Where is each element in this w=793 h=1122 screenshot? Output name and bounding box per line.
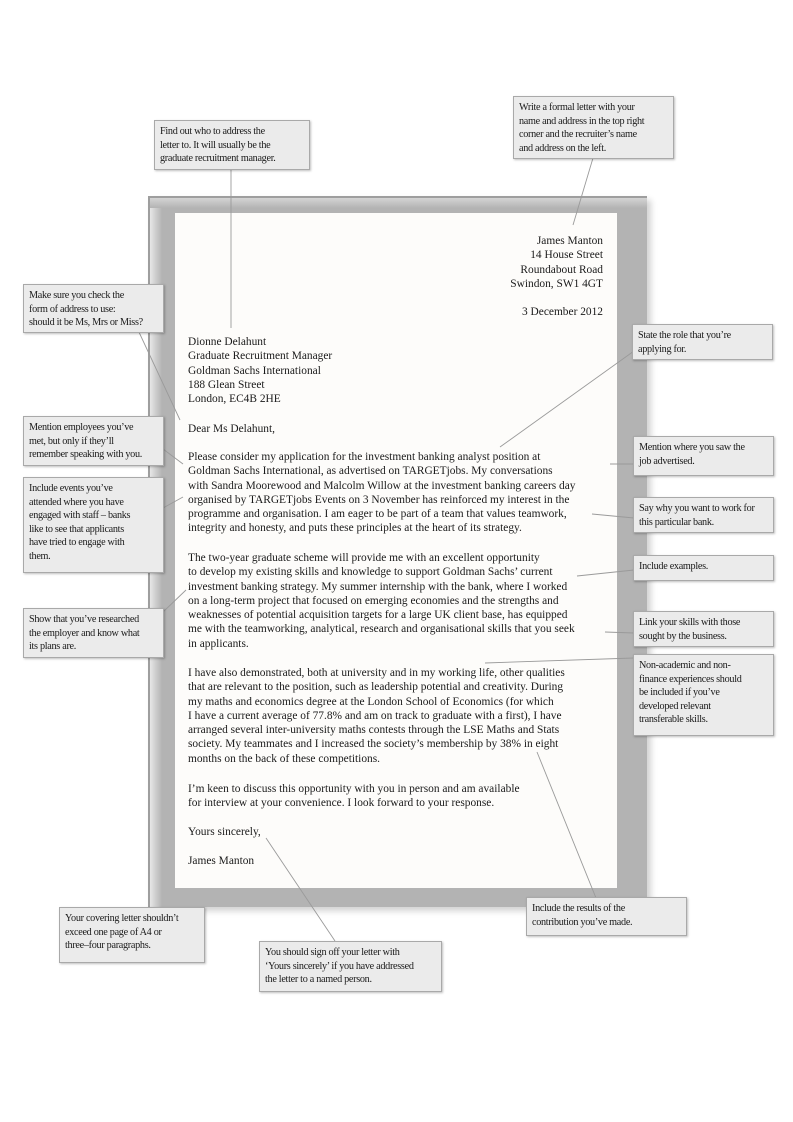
note-line: Include events you’ve (29, 483, 113, 494)
paragraph-line: in applicants. (188, 637, 249, 650)
note-line: finance experiences should (639, 673, 742, 685)
note-line: Mention where you saw the (639, 442, 745, 453)
letter-date: 3 December 2012 (522, 306, 603, 319)
paragraph-line: organised by TARGETjobs Events on 3 November has reinforced my interest in the (188, 493, 570, 506)
paragraph-line: Please consider my application for the investment banking analyst position at (188, 451, 541, 463)
note-line: attended where you have (29, 496, 124, 508)
paragraph-line: investment banking strategy. My summer internship with the bank, where I worked (188, 580, 568, 593)
paragraph-line: The two-year graduate scheme will provide me with an excellent opportunity (188, 552, 540, 564)
note-line: Show that you’ve researched (29, 614, 139, 625)
note-non-academic (633, 654, 774, 736)
note-line: the employer and know what (29, 627, 140, 639)
note-show-research (23, 608, 164, 658)
recipient-address (188, 335, 332, 406)
paragraph-line: that are relevant to the position, such as leadership potential and creativity. During (188, 681, 564, 694)
note-one-page (59, 907, 205, 963)
sender-name: James Manton (536, 235, 603, 247)
note-line: and address on the left. (519, 142, 607, 154)
note-line: its plans are. (29, 641, 77, 653)
sender-road: Roundabout Road (520, 263, 603, 276)
recipient-title: Graduate Recruitment Manager (188, 350, 333, 363)
note-line: three–four paragraphs. (65, 940, 151, 952)
recipient-street: 188 Glean Street (188, 378, 265, 391)
note-results (526, 897, 687, 936)
note-line: graduate recruitment manager. (160, 153, 276, 165)
paragraph-line: integrity and honesty, and puts these principles at the heart of its strategy. (188, 522, 522, 535)
paragraph-line: me with the teamworking, analytical, research and organisational skills that you seek (188, 623, 575, 636)
paragraph-line: for interview at your convenience. I look forward to your response. (188, 797, 495, 810)
paragraph-line: society. My teammates and I increased the society’s membership by 38% in eight (188, 738, 559, 751)
paragraph-3 (188, 666, 565, 766)
note-where-advertised (633, 436, 774, 476)
recipient-city: London, EC4B 2HE (188, 393, 281, 406)
note-line: the letter to a named person. (265, 974, 372, 986)
signature: James Manton (188, 855, 255, 867)
note-line: Your covering letter shouldn’t (65, 913, 179, 924)
note-state-role (632, 324, 773, 360)
note-line: ‘Yours sincerely’ if you have addressed (265, 960, 414, 972)
note-why-bank (633, 497, 774, 533)
note-line: exceed one page of A4 or (65, 926, 162, 938)
paragraph-line: I have a current average of 77.8% and am on track to graduate with a first), I have (188, 709, 562, 722)
note-line: applying for. (638, 343, 687, 355)
paragraph-line: arranged several inter-university maths contests through the LSE Maths and Stats (188, 724, 560, 737)
paragraph-2 (188, 551, 575, 651)
note-line: Non-academic and non- (639, 660, 731, 671)
paragraph-line: I’m keen to discuss this opportunity with you in person and am available (188, 783, 520, 795)
paragraph-line: with Sandra Moorewood and Malcolm Willow at the investment banking careers day (188, 479, 576, 492)
paragraph-line: programme and organisation. I am eager to be part of a team that values teamwork, (188, 508, 567, 521)
paragraph-line: months on the back of these competitions. (188, 752, 381, 765)
recipient-name: Dionne Delahunt (188, 336, 267, 348)
note-line: Say why you want to work for (639, 503, 755, 514)
note-sign-off (259, 941, 442, 992)
note-line: be included if you’ve (639, 687, 720, 699)
paragraph-line: I have also demonstrated, both at university and in my working life, other qualities (188, 667, 565, 679)
note-line: Write a formal letter with your (519, 102, 635, 113)
note-examples (633, 555, 774, 581)
note-line: should it be Ms, Mrs or Miss? (29, 317, 143, 329)
note-line: sought by the business. (639, 630, 727, 642)
note-include-events (23, 477, 164, 573)
note-mention-employees (23, 416, 164, 466)
note-line: Make sure you check the (29, 290, 124, 301)
note-line: this particular bank. (639, 516, 714, 528)
note-line: Link your skills with those (639, 617, 741, 628)
note-line: developed relevant (639, 700, 711, 712)
note-line: remember speaking with you. (29, 449, 142, 461)
paragraph-line: my maths and economics degree at the London School of Economics (for which (188, 695, 554, 708)
note-line: met, but only if they’ll (29, 435, 114, 447)
note-line: Include examples. (639, 561, 709, 572)
note-line: form of address to use: (29, 303, 116, 315)
note-line: job advertised. (639, 455, 695, 467)
note-line: Find out who to address the (160, 126, 265, 137)
note-line: name and address in the top right (519, 115, 645, 127)
note-line: contribution you’ve made. (532, 916, 633, 928)
note-address-whom (154, 120, 310, 170)
sender-city: Swindon, SW1 4GT (510, 277, 603, 290)
paragraph-line: to develop my existing skills and knowledge to support Goldman Sachs’ current (188, 566, 553, 579)
recipient-company: Goldman Sachs International (188, 364, 321, 377)
note-line: transferable skills. (639, 714, 708, 726)
paragraph-line: on a long-term project that focused on emerging economies and the strengths and (188, 594, 559, 607)
salutation: Dear Ms Delahunt, (188, 423, 275, 435)
paragraph-line: weaknesses of potential acquisition targets for a large UK client base, has equipped (188, 609, 568, 622)
note-line: engaged with staff – banks (29, 510, 131, 522)
note-line: State the role that you’re (638, 330, 731, 341)
note-line: like to see that applicants (29, 523, 124, 535)
note-line: have tried to engage with (29, 537, 125, 549)
sender-address (510, 234, 603, 319)
note-line: letter to. It will usually be the (160, 139, 271, 151)
paragraph-1 (188, 450, 575, 536)
note-formal-letter (513, 96, 674, 159)
note-line: You should sign off your letter with (265, 947, 400, 958)
note-line: Include the results of the (532, 903, 625, 914)
paragraph-4 (188, 782, 520, 811)
paragraph-line: Goldman Sachs International, as advertised on TARGETjobs. My conversations (188, 465, 553, 478)
note-form-of-address (23, 284, 164, 333)
note-line: them. (29, 550, 51, 562)
sender-street: 14 House Street (530, 249, 603, 262)
closing: Yours sincerely, (188, 826, 261, 838)
note-line: corner and the recruiter’s name (519, 129, 637, 141)
note-link-skills (633, 611, 774, 647)
note-line: Mention employees you’ve (29, 422, 134, 433)
